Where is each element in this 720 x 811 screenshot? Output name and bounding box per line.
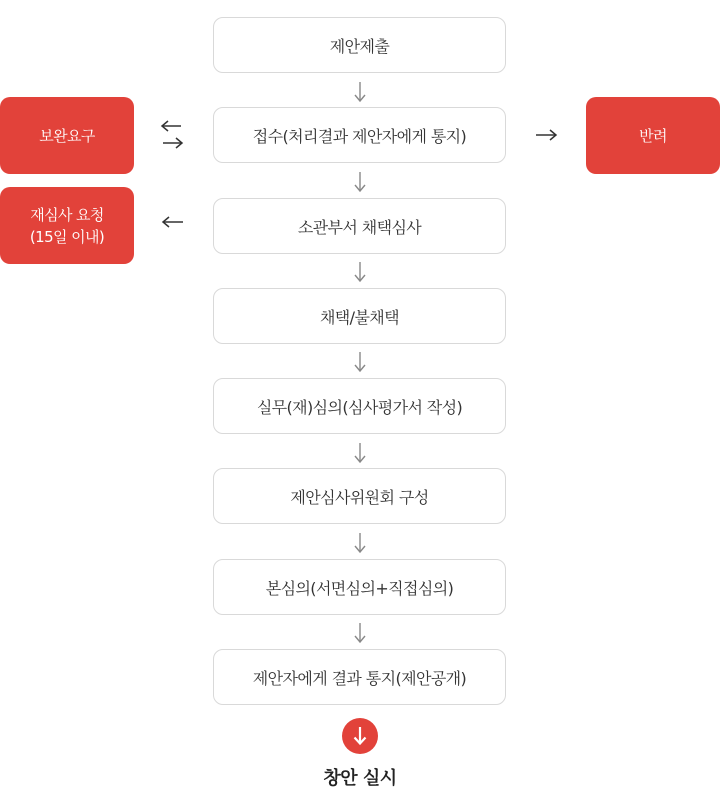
bidirectional-arrow-icon bbox=[160, 118, 184, 152]
rereview-request-box bbox=[0, 187, 134, 264]
supplement-request-box bbox=[0, 97, 134, 174]
step-label: 제안제출 bbox=[329, 36, 390, 56]
arrow-down-icon bbox=[352, 260, 368, 284]
step-result-notification bbox=[213, 649, 506, 705]
step-label: 접수(처리결과 제안자에게 통지) bbox=[252, 126, 467, 146]
return-label: 반려 bbox=[639, 126, 667, 145]
step-working-review bbox=[213, 378, 506, 434]
step-committee-formation bbox=[213, 468, 506, 524]
final-arrow-badge bbox=[342, 718, 378, 754]
step-main-review bbox=[213, 559, 506, 615]
step-label: 소관부서 채택심사 bbox=[297, 217, 422, 237]
arrow-down-icon bbox=[352, 726, 368, 746]
arrow-down-icon bbox=[352, 531, 368, 555]
arrow-down-icon bbox=[352, 621, 368, 645]
rereview-request-label: 재심사 요청 bbox=[30, 205, 104, 224]
step-proposal-submit bbox=[213, 17, 506, 73]
step-department-review bbox=[213, 198, 506, 254]
step-receipt bbox=[213, 107, 506, 163]
rereview-request-period: (15일 이내) bbox=[29, 227, 105, 246]
final-step-label: 창안 실시 bbox=[323, 768, 397, 789]
step-label: 본심의(서면심의+직접심의) bbox=[265, 578, 454, 598]
arrow-down-icon bbox=[352, 80, 368, 104]
step-label: 실무(재)심의(심사평가서 작성) bbox=[256, 397, 463, 417]
step-label: 제안심사위원회 구성 bbox=[290, 487, 429, 507]
arrow-down-icon bbox=[352, 441, 368, 465]
step-label: 채택/불채택 bbox=[319, 307, 400, 327]
arrow-down-icon bbox=[352, 170, 368, 194]
return-box bbox=[586, 97, 720, 174]
arrow-left-icon bbox=[161, 214, 185, 230]
step-label: 제안자에게 결과 통지(제안공개) bbox=[252, 668, 467, 688]
arrow-down-icon bbox=[352, 350, 368, 374]
supplement-request-label: 보완요구 bbox=[39, 126, 95, 145]
arrow-right-icon bbox=[534, 127, 558, 143]
step-adoption-decision bbox=[213, 288, 506, 344]
